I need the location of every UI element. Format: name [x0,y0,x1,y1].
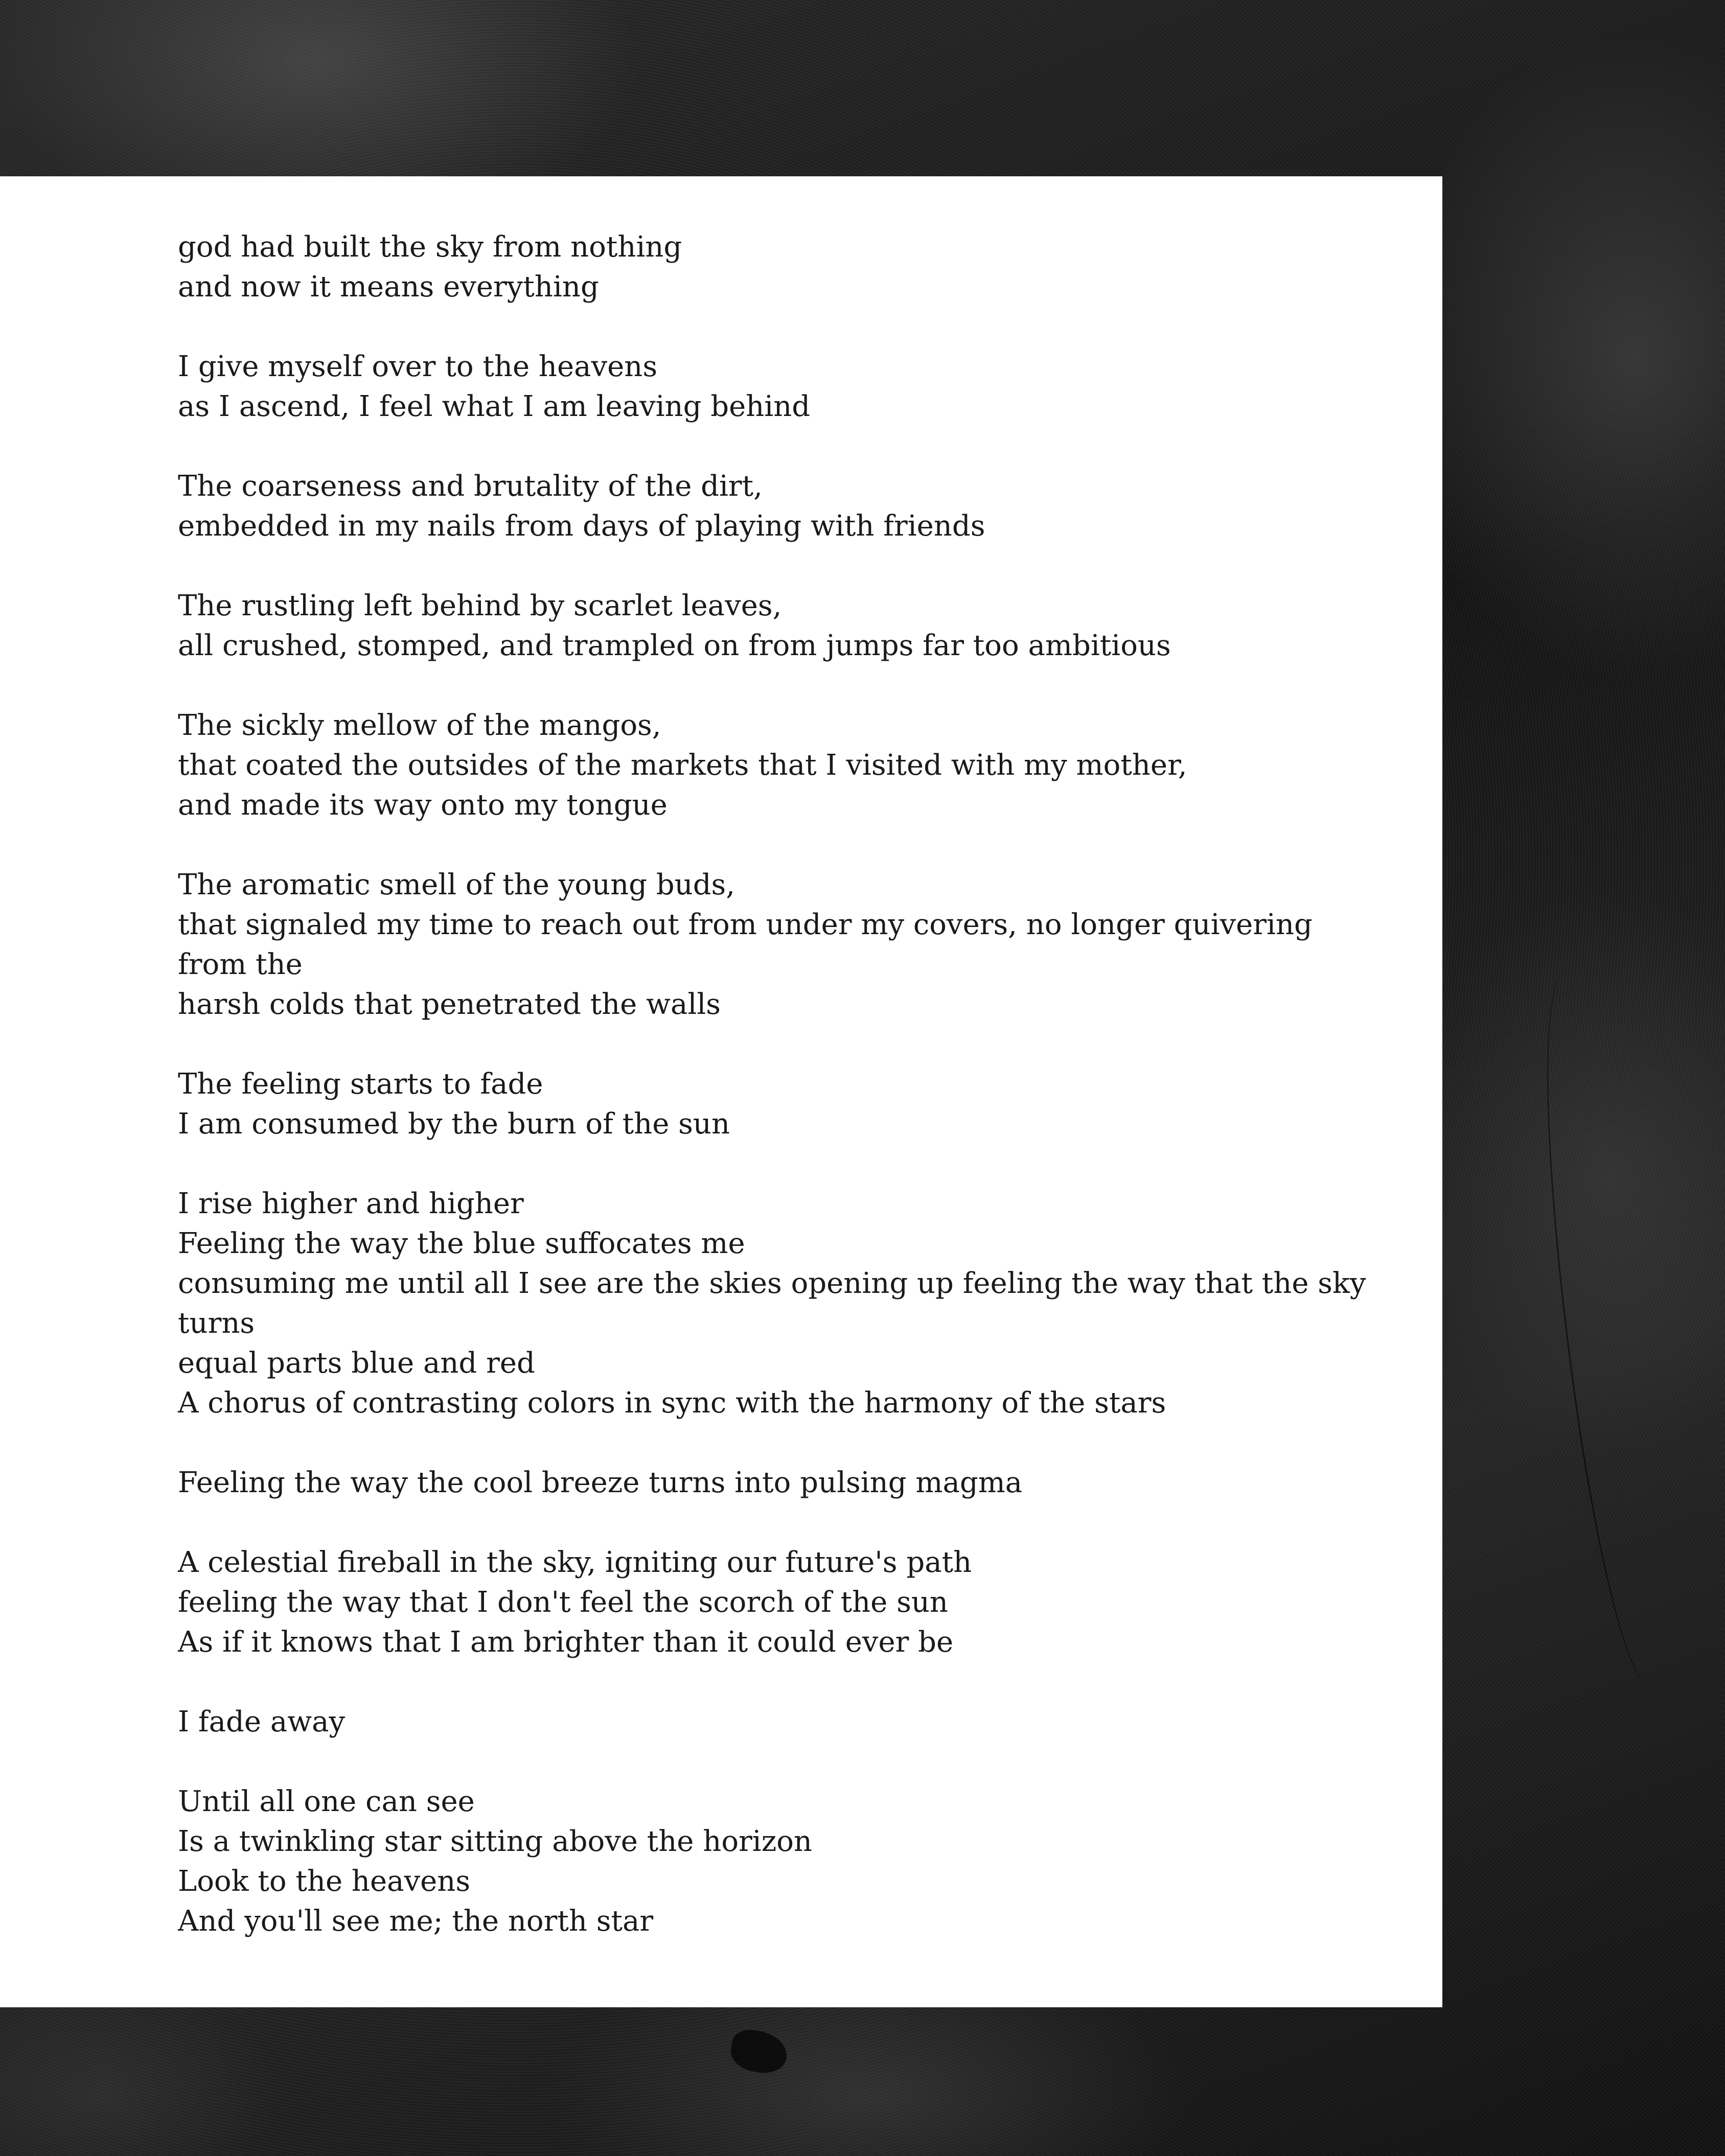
stanza-12 [178,1782,1251,1941]
poem-line: I am consumed by the burn of the sun [178,1107,730,1141]
stanza-6 [178,865,1313,1025]
poem-line: The feeling starts to fade [178,1068,543,1101]
poem-line: that signaled my time to reach out from under my covers, no longer quivering [178,908,1313,941]
poem-line: equal parts blue and red [178,1347,535,1380]
poem-line: The sickly mellow of the mangos, [178,709,661,742]
stanza-9 [178,1463,1251,1503]
poem-line: I give myself over to the heavens [178,350,658,383]
stanza-4 [178,586,1251,666]
stanza-5 [178,706,1251,825]
poem-line: And you'll see me; the north star [178,1905,654,1938]
stanza-10 [178,1543,1251,1662]
poem-line: Feeling the way the blue suffocates me [178,1227,745,1260]
poem-line: The rustling left behind by scarlet leaves, [178,589,782,622]
stanza-11 [178,1702,1251,1742]
stanza-2 [178,347,1251,427]
poem-line: I rise higher and higher [178,1187,524,1220]
poem-line: I fade away [178,1705,346,1738]
background-texture-stain [728,2027,790,2077]
poem-line: embedded in my nails from days of playing with friends [178,509,985,543]
background-texture-crack [1515,968,1697,1688]
stanza-8 [178,1184,1366,1423]
poem-line: feeling the way that I don't feel the scorch of the sun [178,1586,948,1619]
poem-line: harsh colds that penetrated the walls [178,988,721,1021]
poem-line: from the [178,948,303,981]
poem-line: As if it knows that I am brighter than it could ever be [178,1626,954,1659]
poem-line: A chorus of contrasting colors in sync with the harmony of the stars [178,1386,1166,1420]
paper-sheet [0,176,1442,2007]
stanza-3 [178,467,1251,546]
poem-line: A celestial fireball in the sky, igniting our future's path [178,1546,972,1579]
poem-line: god had built the sky from nothing [178,230,682,264]
stanza-1 [178,227,1251,307]
poem-line: turns [178,1307,255,1340]
poem-line: Look to the heavens [178,1865,471,1898]
poem-line: Feeling the way the cool breeze turns into pulsing magma [178,1466,1023,1499]
poem-line: that coated the outsides of the markets that I visited with my mother, [178,749,1187,782]
poem-line: The aromatic smell of the young buds, [178,868,735,901]
poem-line: consuming me until all I see are the skies opening up feeling the way that the sky [178,1267,1366,1300]
poem-line: and now it means everything [178,270,599,304]
poem-line: as I ascend, I feel what I am leaving behind [178,390,811,423]
poem-line: Until all one can see [178,1785,475,1818]
poem-line: The coarseness and brutality of the dirt, [178,470,763,503]
poem-body [178,227,1366,1941]
poem-line: and made its way onto my tongue [178,789,668,822]
poem-line: Is a twinkling star sitting above the horizon [178,1825,812,1858]
poem-line: all crushed, stomped, and trampled on from jumps far too ambitious [178,629,1171,662]
stanza-7 [178,1064,1251,1144]
